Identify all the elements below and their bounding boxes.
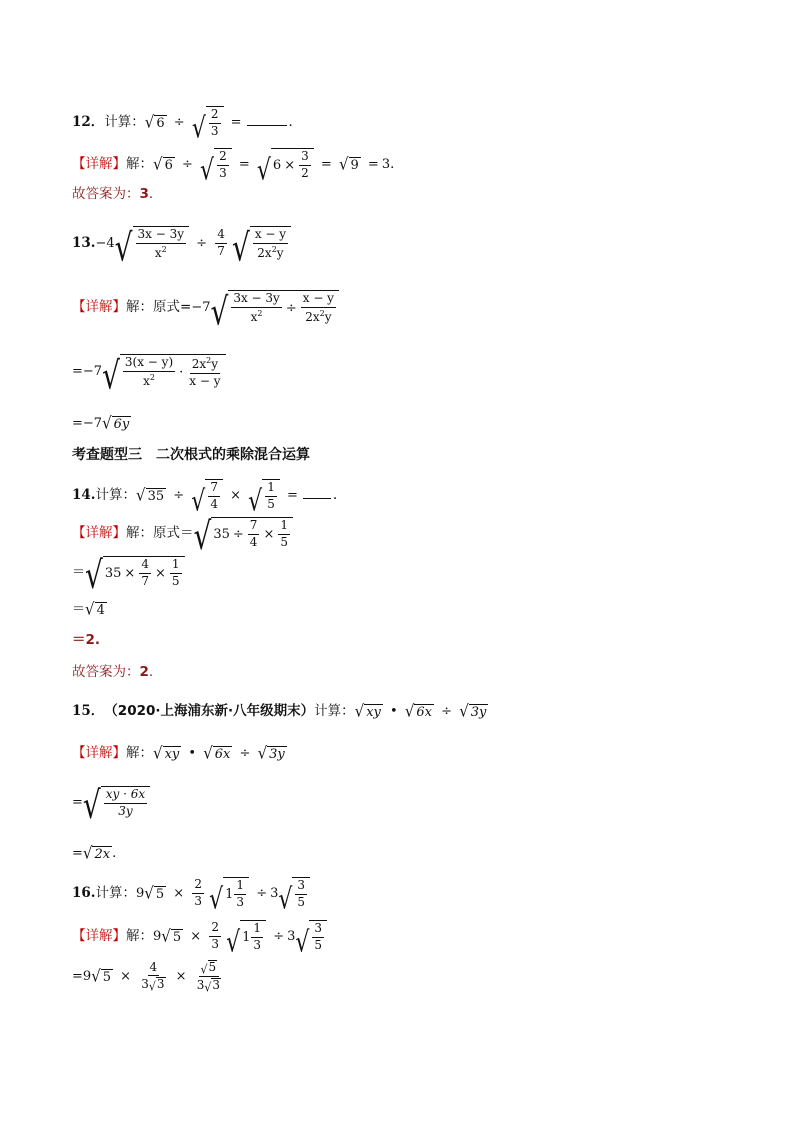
solution-label: 解： bbox=[126, 927, 153, 944]
q16-sol2-expression: 9 √ 5 × 4 3 √ 3 × √ 5 3 √ 3 bbox=[82, 959, 220, 995]
detail-tag: 【详解】 bbox=[72, 927, 126, 944]
q14-sol2-prefix: ＝ bbox=[72, 564, 86, 580]
q14-answer bbox=[72, 666, 153, 680]
q14-sol1-expression: √ 35 ÷ $\frac{7}{4}$ × $\frac{1}{5}$ bbox=[194, 517, 293, 550]
q15-source: （2020·上海浦东新·八年级期末） bbox=[104, 702, 315, 719]
q15-line bbox=[72, 701, 488, 721]
q13-expression: √ $\frac{3x - 3y}{x^2}$ ÷ $\frac{4}{7}$ √ $\frac{x - y}{2x^2y}$ bbox=[115, 226, 291, 261]
q12-answer bbox=[72, 188, 162, 202]
q16-number: 16. bbox=[72, 884, 96, 901]
q15-solution-1 bbox=[72, 743, 287, 763]
q16-sol1-expression: 9 √ 5 × $\frac{2}{3}$ √ 1 $\frac{1}{3}$ ÷ 3 √ $\frac{3}{5}$ bbox=[153, 920, 327, 953]
q12-solution bbox=[72, 148, 404, 187]
q15-sol3-expression: √ 2x bbox=[82, 843, 111, 863]
q13-line bbox=[72, 224, 291, 270]
q15-solution-2 bbox=[72, 782, 150, 827]
section-title: 考查题型三 二次根式的乘除混合运算 bbox=[72, 447, 310, 463]
solution-label: 解：原式= bbox=[126, 298, 192, 315]
q14-solution-2 bbox=[72, 552, 185, 597]
q13-coef: −4 bbox=[95, 235, 115, 251]
q16-line bbox=[72, 877, 310, 916]
q15-number: 15． bbox=[72, 702, 105, 719]
q14-number: 14. bbox=[72, 486, 96, 503]
answer-end: ． bbox=[148, 186, 163, 202]
q12-sol-end: ． bbox=[390, 155, 404, 172]
q13-solution-2 bbox=[72, 352, 226, 398]
q13-sol2-prefix: =−7 bbox=[72, 363, 103, 379]
q13-sol2-expression: √ $\frac{3(x - y)}{x^2}$ · $\frac{2x^2y}{x - y}$ bbox=[102, 354, 225, 389]
q14-sol3-prefix: ＝ bbox=[72, 602, 86, 617]
q13-sol1-expression: √ $\frac{3x - 3y}{x^2}$ ÷ $\frac{x - y}{2x^2y}$ bbox=[210, 290, 338, 325]
q15-sol2-expression: √ $\frac{xy \cdot 6x}{3y}$ bbox=[83, 786, 150, 819]
q13-coef-7: −7 bbox=[191, 299, 211, 315]
q15-sol2-prefix: = bbox=[72, 794, 83, 810]
answer-value: 3 bbox=[139, 186, 149, 202]
answer-value: 2 bbox=[139, 664, 149, 680]
q14-solution-4 bbox=[72, 634, 100, 648]
answer-label: 故答案为： bbox=[72, 664, 140, 680]
q15-sol3-end: ． bbox=[112, 844, 126, 861]
detail-tag: 【详解】 bbox=[72, 298, 126, 315]
q12-line bbox=[72, 106, 303, 145]
answer-label: 故答案为： bbox=[72, 186, 140, 202]
q14-label: 计算： bbox=[95, 486, 136, 503]
detail-tag: 【详解】 bbox=[72, 524, 126, 541]
q14-end: . bbox=[332, 486, 338, 503]
q12-solution-expression: √ 6 ÷ √ $\frac{2}{3}$ = √ 6 × $\frac{3}{2}$ = √ 9 = 3 bbox=[153, 149, 391, 187]
q14-sol4-text: ＝2. bbox=[72, 632, 101, 648]
solution-label: 解： bbox=[126, 744, 153, 761]
q13-solution-3 bbox=[72, 413, 131, 433]
q16-sol2-prefix: = bbox=[72, 968, 83, 984]
q16-solution-2 bbox=[72, 960, 224, 993]
q15-label: 计算： bbox=[314, 702, 355, 719]
q15-expression: √ xy • √ 6x ÷ √ 3y bbox=[354, 701, 487, 721]
q15-sol3-prefix: = bbox=[72, 846, 83, 861]
solution-label: 解： bbox=[126, 155, 153, 172]
q14-line bbox=[72, 479, 338, 518]
q12-label: 计算： bbox=[104, 113, 145, 130]
q12-expression: √ 6 ÷ √ $\frac{2}{3}$ = bbox=[145, 106, 289, 139]
q13-sol3-expression: √ 6y bbox=[102, 413, 130, 433]
q13-sol3-prefix: =−7 bbox=[72, 416, 103, 431]
answer-end: . bbox=[148, 664, 154, 680]
q12-number: 12． bbox=[72, 113, 105, 130]
q15-sol1-expression: √ xy • √ 6x ÷ √ 3y bbox=[153, 743, 285, 763]
q13-solution-1 bbox=[72, 288, 339, 334]
solution-label: 解：原式＝ bbox=[126, 524, 194, 541]
section-heading bbox=[72, 448, 310, 462]
q14-solution-1 bbox=[72, 513, 293, 558]
q15-solution-3 bbox=[72, 843, 126, 863]
q14-expression: √ 35 ÷ √ $\frac{7}{4}$ × √ $\frac{1}{5}$ = bbox=[136, 479, 333, 512]
q16-label: 计算： bbox=[95, 884, 136, 901]
q14-solution-3 bbox=[72, 599, 107, 619]
q16-solution-1 bbox=[72, 920, 327, 959]
detail-tag: 【详解】 bbox=[72, 744, 126, 761]
detail-tag: 【详解】 bbox=[72, 155, 126, 172]
q14-sol2-expression: √ 35 × $\frac{4}{7}$ × $\frac{1}{5}$ bbox=[85, 556, 184, 589]
q13-number: 13. bbox=[72, 234, 96, 251]
q14-sol3-expression: √ 4 bbox=[85, 599, 105, 619]
q16-expression: 9 √ 5 × $\frac{2}{3}$ √ 1 $\frac{1}{3}$ ÷ 3 √ $\frac{3}{5}$ bbox=[136, 877, 310, 910]
q12-end: ． bbox=[288, 113, 303, 130]
